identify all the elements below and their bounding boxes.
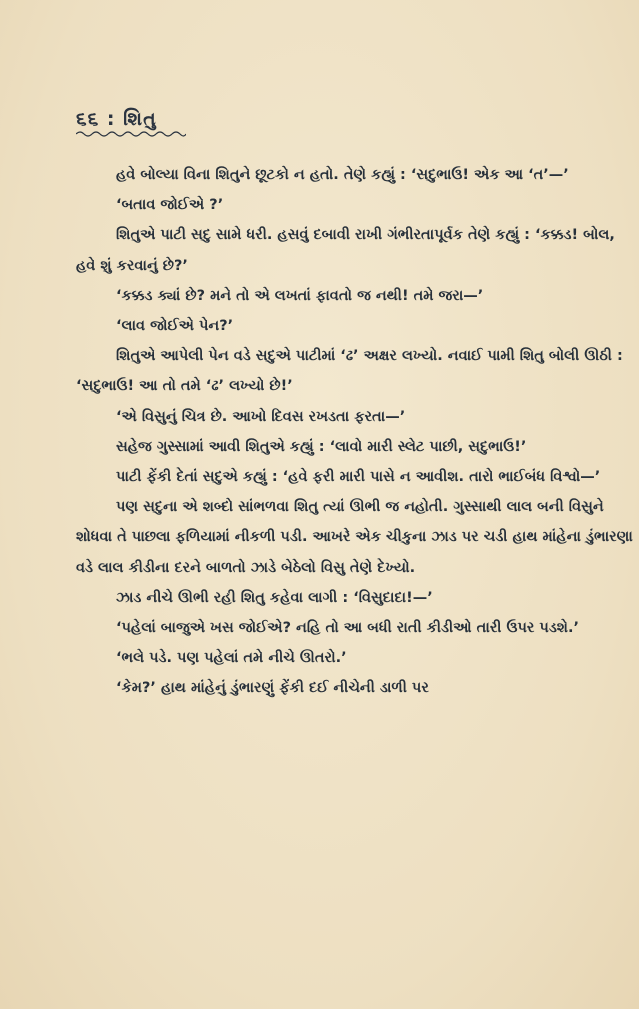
decorative-wavy-underline xyxy=(76,130,186,138)
header-separator: : xyxy=(106,108,116,130)
paragraph: પણ સદુના એ શબ્દો સાંભળવા શિતુ ત્યાં ઊભી જ નહોતી. ગુસ્સાથી લાલ બની વિસુને શોધવા તે પાછલા ફળિયામાં નીકળી પડી. આખરે એક ચીકુના ઝાડ પર ચડી હાથ માંહેના ડુંભારણા વડે લાલ કીડીના દરને બાળતો ઝાડે બેઠેલો વિસુ તેણે દેખ્યો. xyxy=(76,499,633,576)
paragraph: ‘કક્કડ ક્યાં છે? મને તો એ લખતાં ફાવતો જ નથી! તમે જરા—’ xyxy=(116,287,484,304)
paragraph: પાટી ફેંકી દેતાં સદુએ કહ્યું : ‘હવે ફરી મારી પાસે ન આવીશ. તારો ભાઈબંધ વિશ્વો—’ xyxy=(116,469,601,486)
paragraph: શિતુએ પાટી સદુ સામે ધરી. હસવું દબાવી રાખી ગંભીરતાપૂર્વક તેણે કહ્યું : ‘કક્કડ! બોલ, હવે શું કરવાનું છે?’ xyxy=(76,227,615,274)
paragraph: ‘કેમ?’ હાથ માંહેનું ડુંભારણું ફેંકી દઈ નીચેની ડાળી પર xyxy=(116,680,429,697)
paragraph: ‘લાવ જોઈએ પેન?’ xyxy=(116,318,234,335)
paragraph: ‘પહેલાં બાજુએ ખસ જોઈએ? નહિ તો આ બધી રાતી કીડીઓ તારી ઉપર પડશે.’ xyxy=(116,620,579,637)
paragraph: ઝાડ નીચે ઊભી રહી શિતુ કહેવા લાગી : ‘વિસુદાદા!—’ xyxy=(116,589,433,606)
paragraph: ‘એ વિસુનું ચિત્ર છે. આખો દિવસ રખડતા ફરતા—’ xyxy=(116,408,406,425)
page-header xyxy=(76,108,157,130)
body-text xyxy=(76,160,636,704)
page-number: ૬૬ xyxy=(76,108,100,130)
paragraph: સહેજ ગુસ્સામાં આવી શિતુએ કહ્યું : ‘લાવો મારી સ્લેટ પાછી, સદુભાઉ!’ xyxy=(116,438,527,455)
paragraph: ‘બતાવ જોઈએ ?’ xyxy=(116,197,224,214)
paragraph: હવે બોલ્યા વિના શિતુને છૂટકો ન હતો. તેણે કહ્યું : ‘સદુભાઉ! એક આ ‘ત’—’ xyxy=(116,167,569,183)
chapter-title: શિતુ xyxy=(123,108,157,130)
paragraph: ‘ભલે પડે. પણ પહેલાં તમે નીચે ઊતરો.’ xyxy=(116,650,347,667)
paragraph: શિતુએ આપેલી પેન વડે સદુએ પાટીમાં ‘ઢ’ અક્ષર લખ્યો. નવાઈ પામી શિતુ બોલી ઊઠી : ‘સદુભાઉ! આ તો તમે ‘ઢ’ લખ્યો છે!’ xyxy=(76,348,623,395)
